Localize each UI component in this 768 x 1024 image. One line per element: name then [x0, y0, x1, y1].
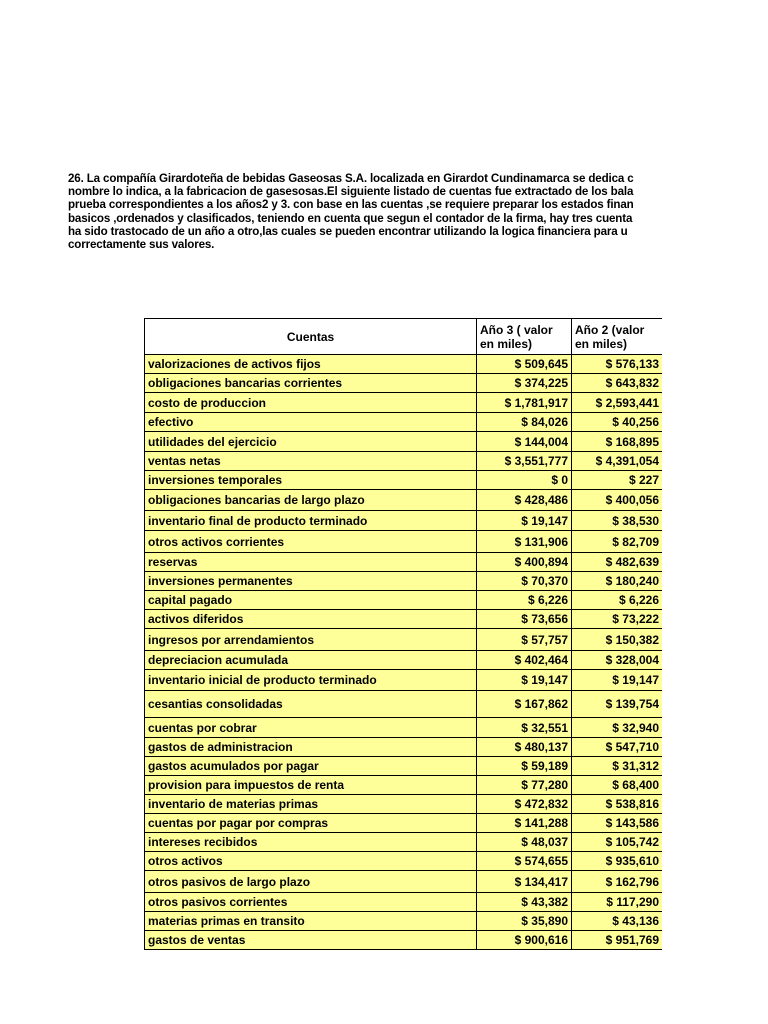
anio3-value-cell: $ 1,781,917: [477, 393, 572, 413]
anio2-value-cell: $ 168,895: [572, 432, 663, 452]
anio2-value-cell: $ 180,240: [572, 572, 663, 591]
table-row: [145, 651, 663, 670]
anio2-value-cell: $ 73,222: [572, 610, 663, 629]
page-edge-mask: [662, 300, 768, 980]
table-row: [145, 757, 663, 776]
anio3-value-cell: $ 3,551,777: [477, 452, 572, 471]
anio2-value-cell: $ 227: [572, 471, 663, 490]
table-row: [145, 795, 663, 814]
header-cuentas: Cuentas: [145, 319, 477, 355]
statement-line: ha sido trastocado de un año a otro,las cuales se pueden encontrar utilizando la logica financiera para u: [68, 224, 628, 238]
anio3-value-cell: $ 402,464: [477, 651, 572, 670]
anio3-value-cell: $ 131,906: [477, 531, 572, 553]
anio2-value-cell: $ 400,056: [572, 490, 663, 511]
anio3-value-cell: $ 472,832: [477, 795, 572, 814]
table-row: [145, 814, 663, 833]
table-header-row: [145, 319, 663, 355]
anio3-value-cell: $ 32,551: [477, 718, 572, 738]
anio3-value-cell: $ 77,280: [477, 776, 572, 795]
table-row: [145, 738, 663, 757]
account-name-cell: cuentas por cobrar: [145, 718, 477, 738]
anio3-value-cell: $ 480,137: [477, 738, 572, 757]
anio3-value-cell: $ 70,370: [477, 572, 572, 591]
anio3-value-cell: $ 141,288: [477, 814, 572, 833]
table-row: [145, 629, 663, 651]
account-name-cell: otros activos corrientes: [145, 531, 477, 553]
table-row: [145, 374, 663, 393]
anio3-value-cell: $ 84,026: [477, 413, 572, 432]
anio3-value-cell: $ 374,225: [477, 374, 572, 393]
table-row: [145, 511, 663, 531]
account-name-cell: ingresos por arrendamientos: [145, 629, 477, 651]
account-name-cell: inventario final de producto terminado: [145, 511, 477, 531]
statement-line: 26. La compañía Girardoteña de bebidas Gaseosas S.A. localizada en Girardot Cundinamarca se dedica c: [68, 172, 634, 185]
anio2-value-cell: $ 4,391,054: [572, 452, 663, 471]
anio2-value-cell: $ 40,256: [572, 413, 663, 432]
anio3-value-cell: $ 57,757: [477, 629, 572, 651]
anio3-value-cell: $ 43,382: [477, 893, 572, 912]
table-row: [145, 452, 663, 471]
anio3-value-cell: $ 134,417: [477, 871, 572, 893]
account-name-cell: capital pagado: [145, 591, 477, 610]
account-name-cell: inventario inicial de producto terminado: [145, 670, 477, 691]
anio3-value-cell: $ 59,189: [477, 757, 572, 776]
header-anio2-line2: en miles): [575, 336, 628, 351]
anio3-value-cell: $ 900,616: [477, 931, 572, 950]
account-name-cell: inversiones temporales: [145, 471, 477, 490]
table-row: [145, 610, 663, 629]
account-name-cell: otros activos: [145, 852, 477, 871]
table-row: [145, 871, 663, 893]
anio3-value-cell: $ 35,890: [477, 912, 572, 931]
account-name-cell: intereses recibidos: [145, 833, 477, 852]
anio3-value-cell: $ 167,862: [477, 691, 572, 718]
anio2-value-cell: $ 547,710: [572, 738, 663, 757]
anio2-value-cell: $ 482,639: [572, 553, 663, 572]
anio3-value-cell: $ 6,226: [477, 591, 572, 610]
table-row: [145, 572, 663, 591]
anio2-value-cell: $ 139,754: [572, 691, 663, 718]
table-row: [145, 432, 663, 452]
table-row: [145, 490, 663, 511]
anio2-value-cell: $ 68,400: [572, 776, 663, 795]
account-name-cell: depreciacion acumulada: [145, 651, 477, 670]
problem-statement: [68, 172, 768, 251]
account-name-cell: inversiones permanentes: [145, 572, 477, 591]
anio3-value-cell: $ 19,147: [477, 670, 572, 691]
anio3-value-cell: $ 48,037: [477, 833, 572, 852]
statement-line: nombre lo indica, a la fabricacion de gasesosas.El siguiente listado de cuentas fue extractado de los bala: [68, 185, 634, 199]
anio2-value-cell: $ 32,940: [572, 718, 663, 738]
anio2-value-cell: $ 935,610: [572, 852, 663, 871]
anio2-value-cell: $ 143,586: [572, 814, 663, 833]
statement-line: prueba correspondientes a los años2 y 3. con base en las cuentas ,se requiere preparar los estados finan: [68, 198, 634, 212]
account-name-cell: provision para impuestos de renta: [145, 776, 477, 795]
header-anio3-line2: en miles): [480, 336, 533, 351]
anio2-value-cell: $ 43,136: [572, 912, 663, 931]
table-row: [145, 553, 663, 572]
table-row: [145, 776, 663, 795]
account-name-cell: utilidades del ejercicio: [145, 432, 477, 452]
table-row: [145, 912, 663, 931]
table-row: [145, 718, 663, 738]
account-name-cell: materias primas en transito: [145, 912, 477, 931]
table-row: [145, 931, 663, 950]
account-name-cell: valorizaciones de activos fijos: [145, 355, 477, 374]
anio3-value-cell: $ 428,486: [477, 490, 572, 511]
table-row: [145, 393, 663, 413]
account-name-cell: cesantias consolidadas: [145, 691, 477, 718]
account-name-cell: activos diferidos: [145, 610, 477, 629]
anio2-value-cell: $ 951,769: [572, 931, 663, 950]
account-name-cell: costo de produccion: [145, 393, 477, 413]
anio2-value-cell: $ 643,832: [572, 374, 663, 393]
table-row: [145, 531, 663, 553]
statement-line: correctamente sus valores.: [68, 237, 215, 251]
header-anio3-line1: Año 3 ( valor: [480, 322, 553, 337]
anio2-value-cell: $ 576,133: [572, 355, 663, 374]
anio2-value-cell: $ 538,816: [572, 795, 663, 814]
table-row: [145, 852, 663, 871]
account-name-cell: obligaciones bancarias corrientes: [145, 374, 477, 393]
account-name-cell: otros pasivos corrientes: [145, 893, 477, 912]
account-name-cell: gastos de administracion: [145, 738, 477, 757]
anio2-value-cell: $ 105,742: [572, 833, 663, 852]
anio2-value-cell: $ 2,593,441: [572, 393, 663, 413]
anio3-value-cell: $ 0: [477, 471, 572, 490]
anio2-value-cell: $ 328,004: [572, 651, 663, 670]
account-name-cell: obligaciones bancarias de largo plazo: [145, 490, 477, 511]
table-row: [145, 413, 663, 432]
table-row: [145, 833, 663, 852]
account-name-cell: otros pasivos de largo plazo: [145, 871, 477, 893]
account-name-cell: ventas netas: [145, 452, 477, 471]
anio2-value-cell: $ 38,530: [572, 511, 663, 531]
anio2-value-cell: $ 6,226: [572, 591, 663, 610]
header-anio3: [477, 319, 572, 355]
anio2-value-cell: $ 31,312: [572, 757, 663, 776]
table-row: [145, 670, 663, 691]
table-row: [145, 471, 663, 490]
anio3-value-cell: $ 19,147: [477, 511, 572, 531]
account-name-cell: efectivo: [145, 413, 477, 432]
header-anio2: [572, 319, 663, 355]
table-row: [145, 691, 663, 718]
anio2-value-cell: $ 162,796: [572, 871, 663, 893]
anio2-value-cell: $ 82,709: [572, 531, 663, 553]
anio3-value-cell: $ 400,894: [477, 553, 572, 572]
table-row: [145, 893, 663, 912]
anio2-value-cell: $ 19,147: [572, 670, 663, 691]
anio3-value-cell: $ 509,645: [477, 355, 572, 374]
account-name-cell: inventario de materias primas: [145, 795, 477, 814]
account-name-cell: reservas: [145, 553, 477, 572]
statement-line: basicos ,ordenados y clasificados, teniendo en cuenta que segun el contador de la firma, hay tres cuenta: [68, 211, 633, 225]
account-name-cell: gastos de ventas: [145, 931, 477, 950]
anio2-value-cell: $ 117,290: [572, 893, 663, 912]
table-row: [145, 591, 663, 610]
accounts-table: [144, 318, 663, 950]
account-name-cell: gastos acumulados por pagar: [145, 757, 477, 776]
table-row: [145, 355, 663, 374]
anio2-value-cell: $ 150,382: [572, 629, 663, 651]
anio3-value-cell: $ 574,655: [477, 852, 572, 871]
header-anio2-line1: Año 2 (valor: [575, 322, 645, 337]
anio3-value-cell: $ 144,004: [477, 432, 572, 452]
anio3-value-cell: $ 73,656: [477, 610, 572, 629]
account-name-cell: cuentas por pagar por compras: [145, 814, 477, 833]
